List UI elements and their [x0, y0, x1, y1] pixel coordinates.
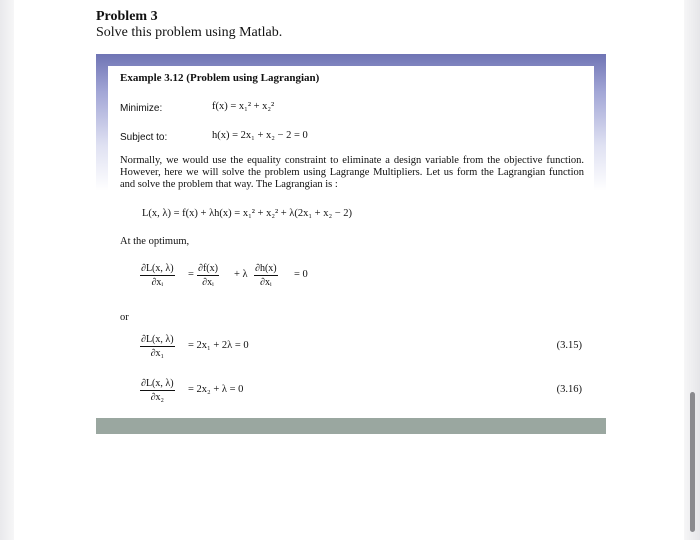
- example-panel: [108, 66, 594, 418]
- problem-instruction: Solve this problem using Matlab.: [96, 25, 283, 40]
- df-numerator: ∂f(x): [198, 263, 218, 274]
- eq316-number: (3.16): [556, 384, 582, 395]
- problem-title: Problem 3: [96, 9, 158, 24]
- df-denominator: ∂xᵢ: [202, 277, 214, 288]
- equals-sign: =: [188, 269, 194, 280]
- dh-numerator: ∂h(x): [255, 263, 277, 274]
- minimize-label: Minimize:: [120, 103, 163, 114]
- eq315-numerator: ∂L(x, λ): [141, 334, 174, 345]
- eq315-number: (3.15): [556, 340, 582, 351]
- example-card: [96, 54, 606, 434]
- eq315-denominator: ∂x₁: [150, 348, 164, 359]
- page-left-edge: [0, 0, 14, 540]
- dh-dxi-fraction: [254, 263, 278, 288]
- at-optimum-text: At the optimum,: [120, 236, 190, 247]
- eq316-fraction: [140, 378, 175, 403]
- df-dxi-fraction: [197, 263, 219, 288]
- eq316-rhs: = 2x₂ + λ = 0: [188, 384, 244, 395]
- dL-denominator: ∂xᵢ: [151, 277, 164, 288]
- card-bottom-bar: [96, 418, 606, 434]
- scrollbar-thumb[interactable]: [690, 392, 695, 532]
- dh-denominator: ∂xᵢ: [260, 277, 272, 288]
- or-text: or: [120, 312, 129, 323]
- explanation-paragraph: Normally, we would use the equality constraint to eliminate a design variable from the objective function. However, here we will solve the problem using Lagrange Multipliers. Let us form the Lagrangian function and solve the problem that way. The Lagrangian is :: [120, 155, 584, 190]
- eq315-fraction: [140, 334, 175, 359]
- lagrangian-equation: L(x, λ) = f(x) + λh(x) = x₁² + x₂² + λ(2x₁ + x₂ − 2): [142, 208, 353, 219]
- dL-dxi-fraction: [140, 263, 175, 288]
- eq316-numerator: ∂L(x, λ): [141, 378, 174, 389]
- eq315-rhs: = 2x₁ + 2λ = 0: [188, 340, 249, 351]
- eq316-denominator: ∂x₂: [150, 392, 164, 403]
- example-title: Example 3.12 (Problem using Lagrangian): [120, 72, 320, 84]
- constraint-function: h(x) = 2x₁ + x₂ − 2 = 0: [212, 130, 308, 141]
- equals-zero: = 0: [294, 269, 308, 280]
- objective-function: f(x) = x₁² + x₂²: [212, 101, 275, 112]
- dL-numerator: ∂L(x, λ): [141, 263, 174, 274]
- subject-to-label: Subject to:: [120, 132, 168, 143]
- plus-lambda: + λ: [234, 269, 248, 280]
